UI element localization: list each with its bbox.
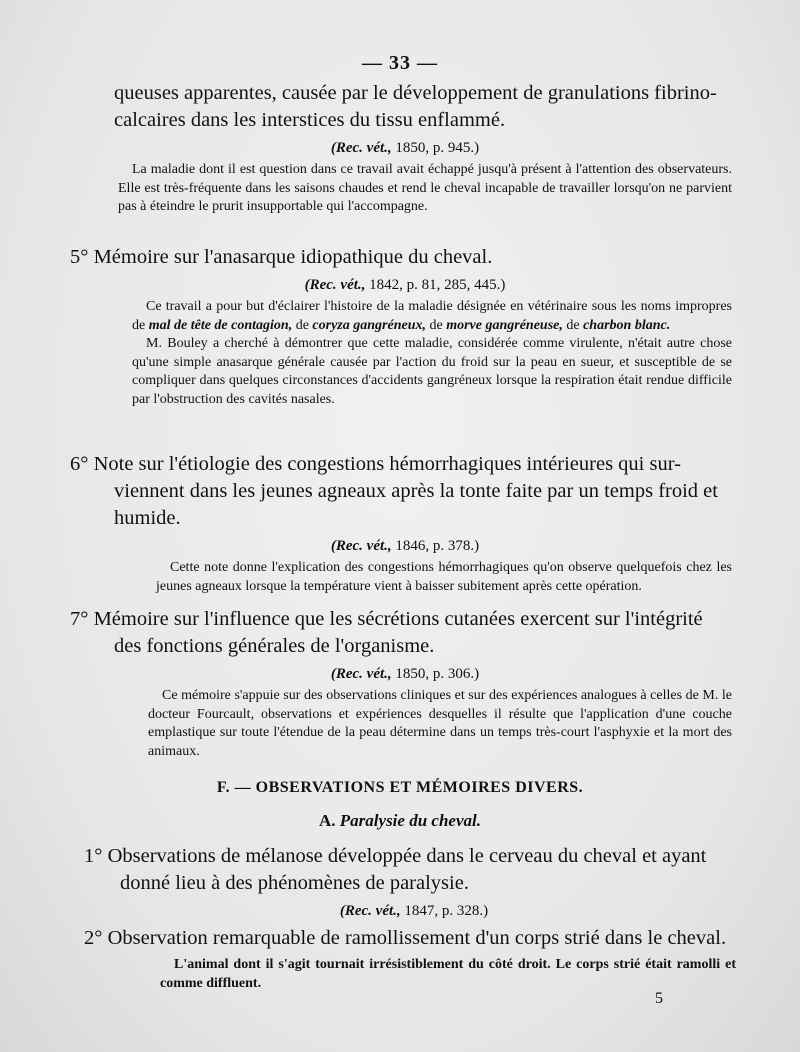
entry-title-line2: donné lieu à des phénomènes de paralysie. bbox=[120, 872, 469, 894]
entry-note bbox=[70, 298, 740, 409]
entry-note bbox=[70, 687, 740, 761]
entry-title: Observation remarquable de ramollissement d'un corps strié dans le cheval. bbox=[107, 927, 727, 949]
note-paragraph: La maladie dont il est question dans ce travail avait échappé jusqu'à présent à l'attention des observateurs. Elle est très-fréquente dans les saisons chaudes et rend le cheval incapable de travailler lorsqu'on ne parvient pas à éteindre le prurit insupportable qui l'accompagne. bbox=[118, 162, 732, 214]
reference-journal: (Rec. vét., bbox=[339, 903, 401, 919]
entry-continuation-line2: calcaires dans les interstices du tissu enflammé. bbox=[114, 109, 506, 131]
entry-7 bbox=[70, 606, 740, 761]
note-text: de bbox=[295, 317, 309, 333]
reference bbox=[84, 903, 744, 920]
entry-note bbox=[70, 559, 740, 596]
reference-pages: 1842, p. 81, 285, 445.) bbox=[369, 277, 506, 293]
note-paragraph: Ce mémoire s'appuie sur des observations cliniques et sur des expériences analogues à celles de M. le docteur Fourcault, observations et expériences desquelles il résulte que l'application d'une couche emplastique sur toute l'étendue de la peau détermine dans un temps très-court l'asphyxie et la mort des animaux. bbox=[148, 688, 732, 759]
note-paragraph: Cette note donne l'explication des congestions hémorrhagiques qu'on observe quelquefois chez les jeunes agneaux lorsque la température vient à baisser subitement après cette opération. bbox=[156, 560, 732, 594]
note-paragraph: M. Bouley a cherché à démontrer que cette maladie, considérée comme virulente, n'était autre chose qu'une simple anasarque générale causée par l'action du froid sur la peau en sueur, et susceptible de se compliquer dans quelques circonstances d'accidents gangréneux lorsque la respiration était rendue difficile par l'obstruction des cavités nasales. bbox=[132, 336, 732, 407]
entry-title-line1: Note sur l'étiologie des congestions hémorrhagiques intérieures qui sur- bbox=[93, 453, 681, 475]
entry-title-line3: humide. bbox=[114, 507, 181, 529]
note-paragraph: L'animal dont il s'agit tournait irrésistiblement du côté droit. Le corps strié était ramolli et comme diffluent. bbox=[160, 957, 736, 991]
entry-title-line1: Mémoire sur l'influence que les sécrétions cutanées exercent sur l'intégrité bbox=[93, 608, 703, 630]
entry-title-line2: viennent dans les jeunes agneaux après la tonte faite par un temps froid et bbox=[114, 480, 718, 502]
entry-continuation bbox=[70, 80, 740, 217]
reference-pages: 1850, p. 306.) bbox=[395, 666, 480, 682]
subsection-title: Paralysie du cheval. bbox=[339, 811, 481, 830]
reference-journal: (Rec. vét., bbox=[330, 140, 392, 156]
entry-number: 5° bbox=[70, 246, 89, 268]
subsection-heading bbox=[0, 811, 800, 831]
entry-note bbox=[70, 161, 740, 217]
note-text: Ce travail a pour but d'éclairer l'histoire de la maladie désignée en vétérinaire sous les noms impropres de bbox=[132, 299, 732, 333]
entry-title-line2: des fonctions générales de l'organisme. bbox=[114, 635, 435, 657]
entry-5 bbox=[70, 244, 740, 409]
entry-a2 bbox=[84, 925, 744, 993]
reference bbox=[70, 140, 740, 157]
note-term: mal de tête de contagion, bbox=[148, 317, 293, 333]
entry-title-line1: Observations de mélanose développée dans le cerveau du cheval et ayant bbox=[107, 845, 707, 867]
reference bbox=[70, 277, 740, 294]
reference-journal: (Rec. vét., bbox=[304, 277, 366, 293]
signature-mark: 5 bbox=[655, 990, 663, 1007]
reference-journal: (Rec. vét., bbox=[330, 666, 392, 682]
reference-journal: (Rec. vét., bbox=[330, 538, 392, 554]
section-heading: F. — OBSERVATIONS ET MÉMOIRES DIVERS. bbox=[216, 779, 584, 796]
reference bbox=[70, 538, 740, 555]
note-term: morve gangréneuse, bbox=[446, 317, 563, 333]
entry-title: Mémoire sur l'anasarque idiopathique du cheval. bbox=[93, 246, 493, 268]
reference-pages: 1846, p. 378.) bbox=[395, 538, 480, 554]
reference bbox=[70, 666, 740, 683]
entry-continuation-line1: queuses apparentes, causée par le développement de granulations fibrino- bbox=[114, 82, 717, 104]
subsection-letter: A. bbox=[319, 811, 336, 830]
note-term: coryza gangréneux, bbox=[312, 317, 426, 333]
note-term: charbon blanc. bbox=[583, 317, 671, 333]
note-text: de bbox=[566, 317, 580, 333]
entry-number: 1° bbox=[84, 845, 103, 867]
note-text: de bbox=[429, 317, 443, 333]
page-number: — 33 — bbox=[362, 52, 438, 74]
entry-number: 6° bbox=[70, 453, 89, 475]
entry-6 bbox=[70, 451, 740, 596]
entry-number: 2° bbox=[84, 927, 103, 949]
note-paragraph bbox=[132, 298, 732, 335]
reference-pages: 1847, p. 328.) bbox=[404, 903, 489, 919]
entry-note bbox=[84, 956, 744, 993]
reference-pages: 1850, p. 945.) bbox=[395, 140, 480, 156]
entry-number: 7° bbox=[70, 608, 89, 630]
entry-a1 bbox=[84, 843, 744, 924]
